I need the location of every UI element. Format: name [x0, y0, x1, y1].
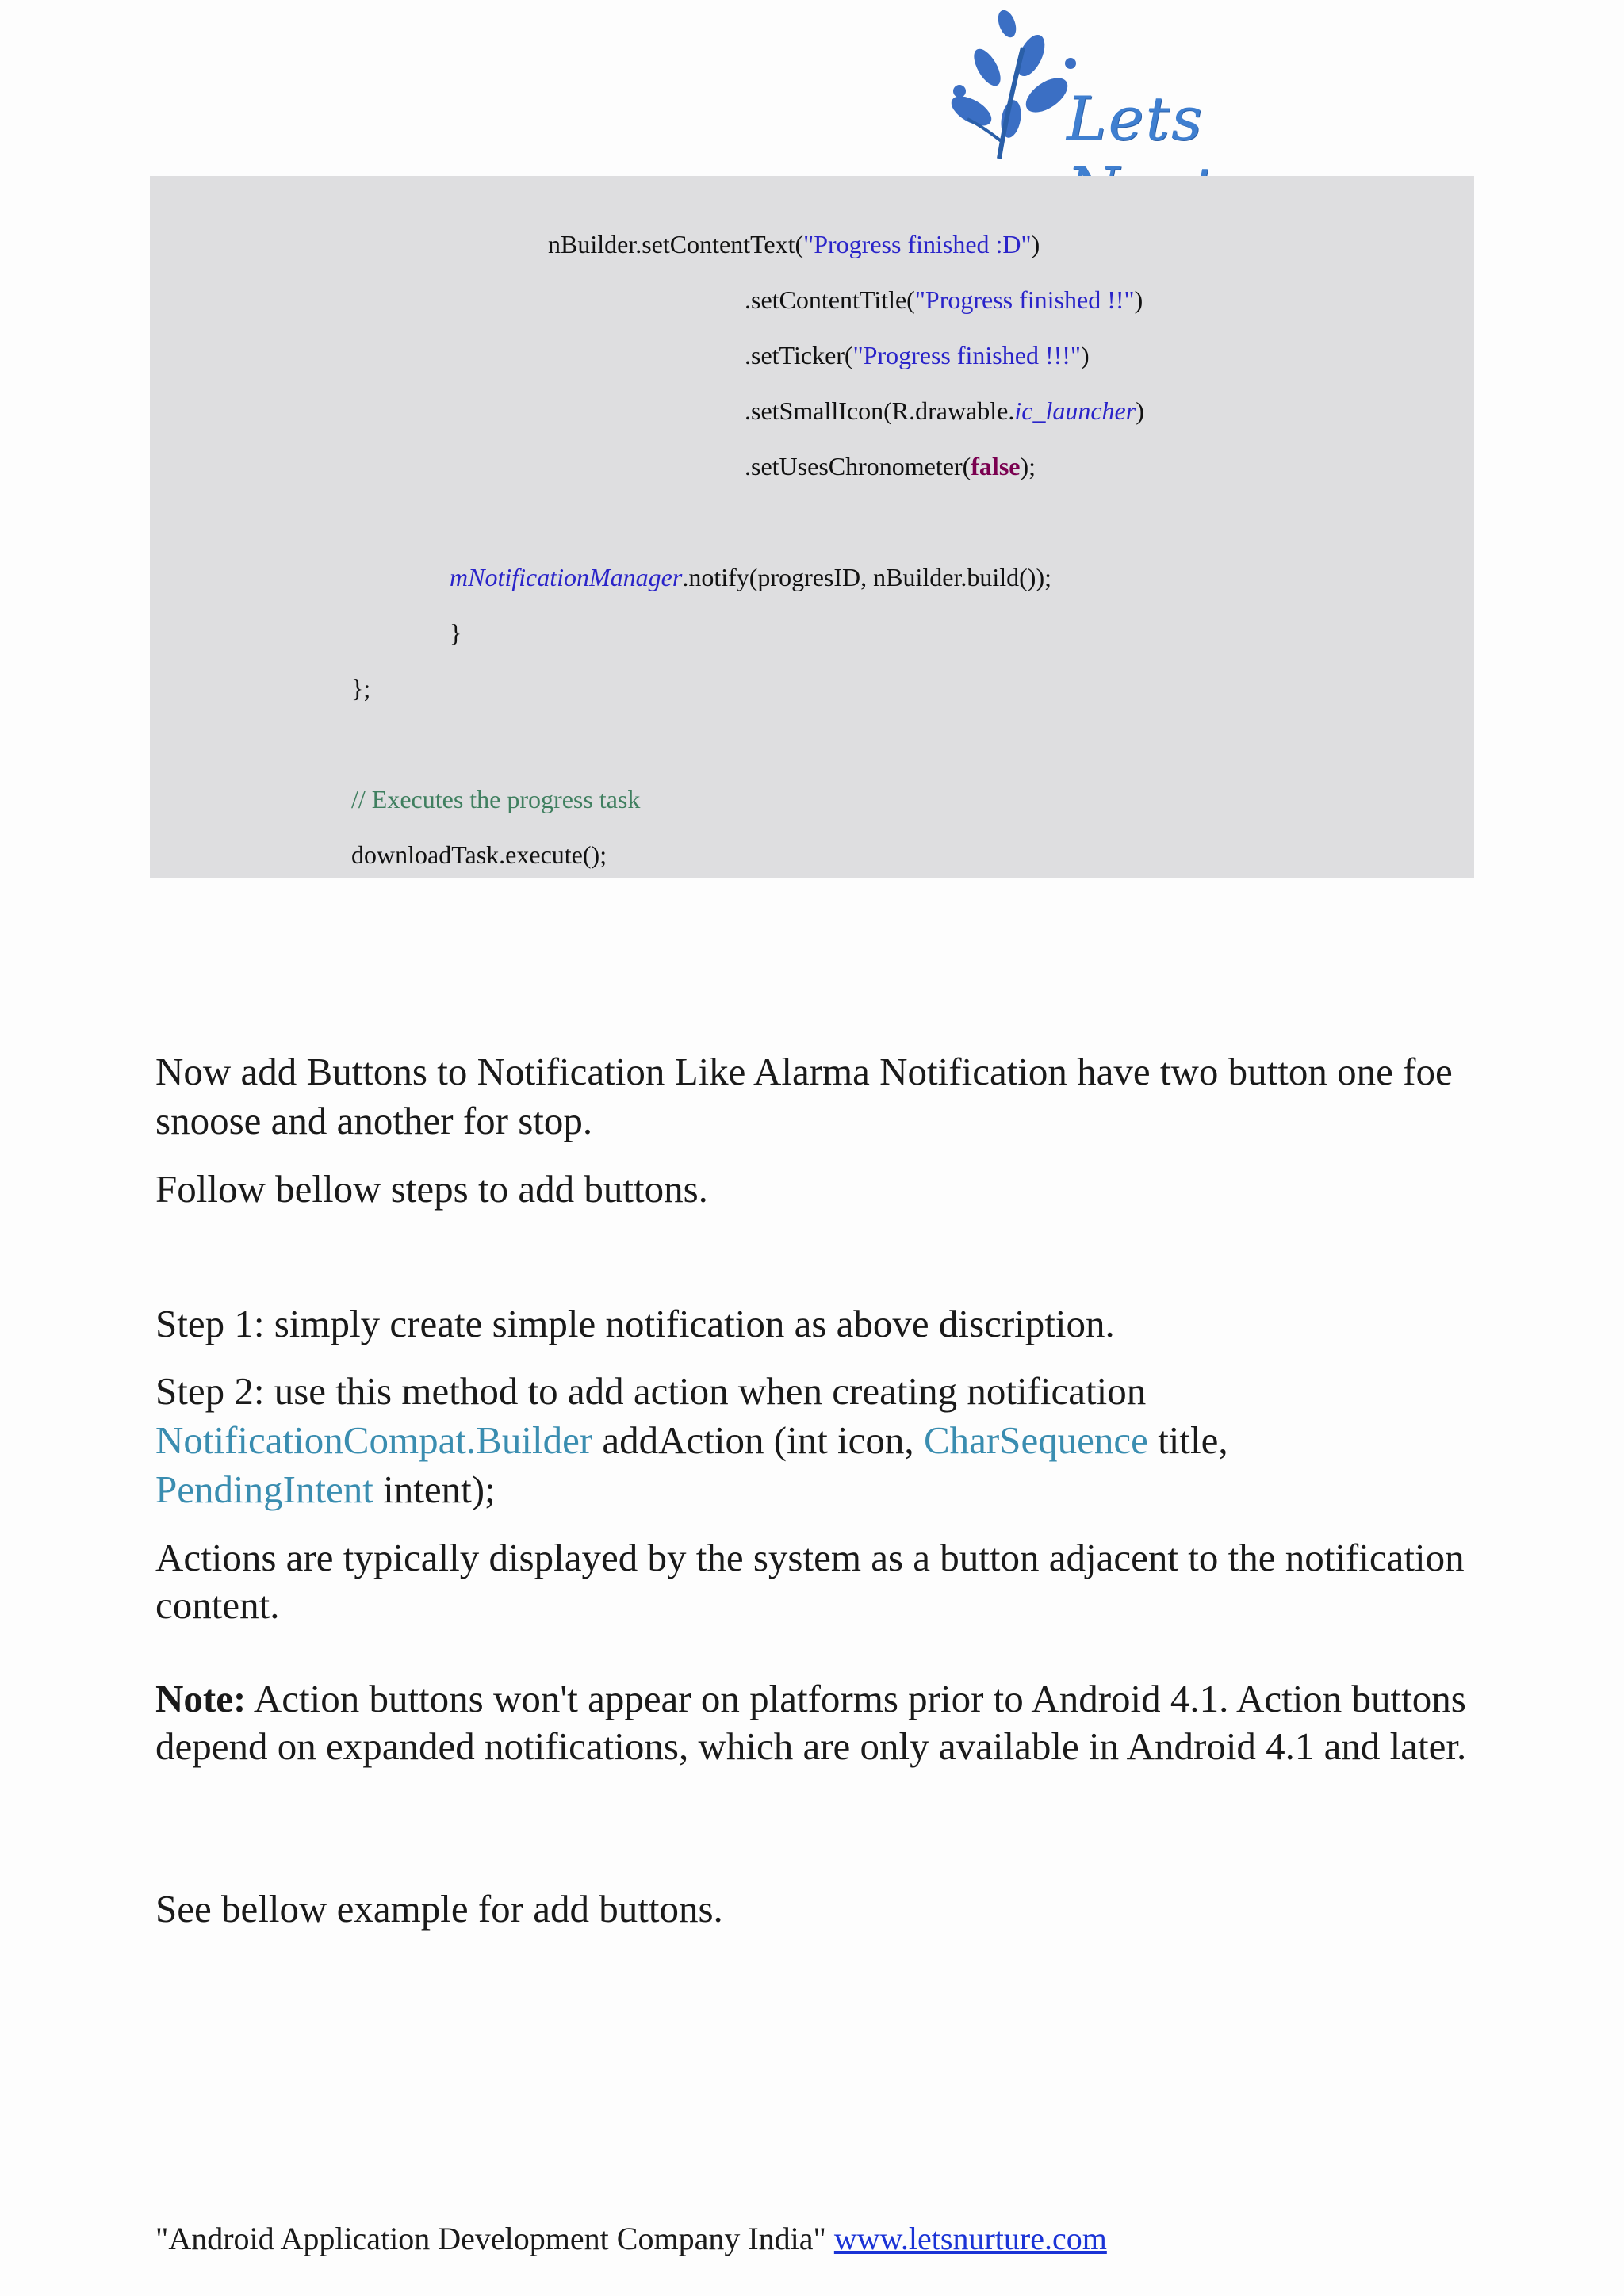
code-comment: // Executes the progress task [351, 785, 641, 813]
footer-website-link[interactable]: www.letsnurture.com [833, 2221, 1107, 2256]
code-line: nBuilder.setContentText("Progress finished :D") [548, 230, 1040, 258]
note-label: Note: [155, 1677, 247, 1720]
footer: "Android Application Development Company India" www.letsnurture.com [155, 2221, 1107, 2256]
code-line: }; [351, 674, 371, 702]
code-line: mNotificationManager.notify(progresID, nBuilder.build()); [450, 563, 1051, 591]
step-2: Step 2: use this method to add action when creating notification NotificationCompat.Builder addAction (int icon, CharSequence title, PendingIntent intent); [155, 1369, 1228, 1511]
code-block [150, 176, 1474, 878]
code-line: .setTicker("Progress finished !!!") [745, 341, 1090, 369]
logo-text: Lets [1067, 83, 1204, 154]
code-line: .setContentTitle("Progress finished !!") [745, 285, 1143, 314]
class-name: PendingIntent [155, 1468, 373, 1511]
steps-intro: Follow bellow steps to add buttons. [155, 1167, 708, 1211]
step-1: Step 1: simply create simple notification as above discription. [155, 1302, 1115, 1345]
intro-paragraph: Now add Buttons to Notification Like Alarma Notification have two button one foe snoose and another for stop. [155, 1050, 1453, 1142]
code-line: .setSmallIcon(R.drawable.ic_launcher) [745, 396, 1144, 425]
actions-paragraph: Actions are typically displayed by the system as a button adjacent to the notification content. [155, 1536, 1465, 1627]
code-line: .setUsesChronometer(false); [745, 452, 1036, 480]
note-paragraph: Note: Action buttons won't appear on platforms prior to Android 4.1. Action buttons depend on expanded notifications, which are only available in Android 4.1 and later. [155, 1677, 1467, 1768]
example-intro: See bellow example for add buttons. [155, 1887, 723, 1931]
code-line: } [450, 618, 462, 647]
class-name: CharSequence [923, 1418, 1148, 1462]
code-line: downloadTask.execute(); [351, 840, 607, 869]
lets-nurture-logo [912, 0, 1467, 174]
class-name: NotificationCompat.Builder [155, 1418, 593, 1462]
